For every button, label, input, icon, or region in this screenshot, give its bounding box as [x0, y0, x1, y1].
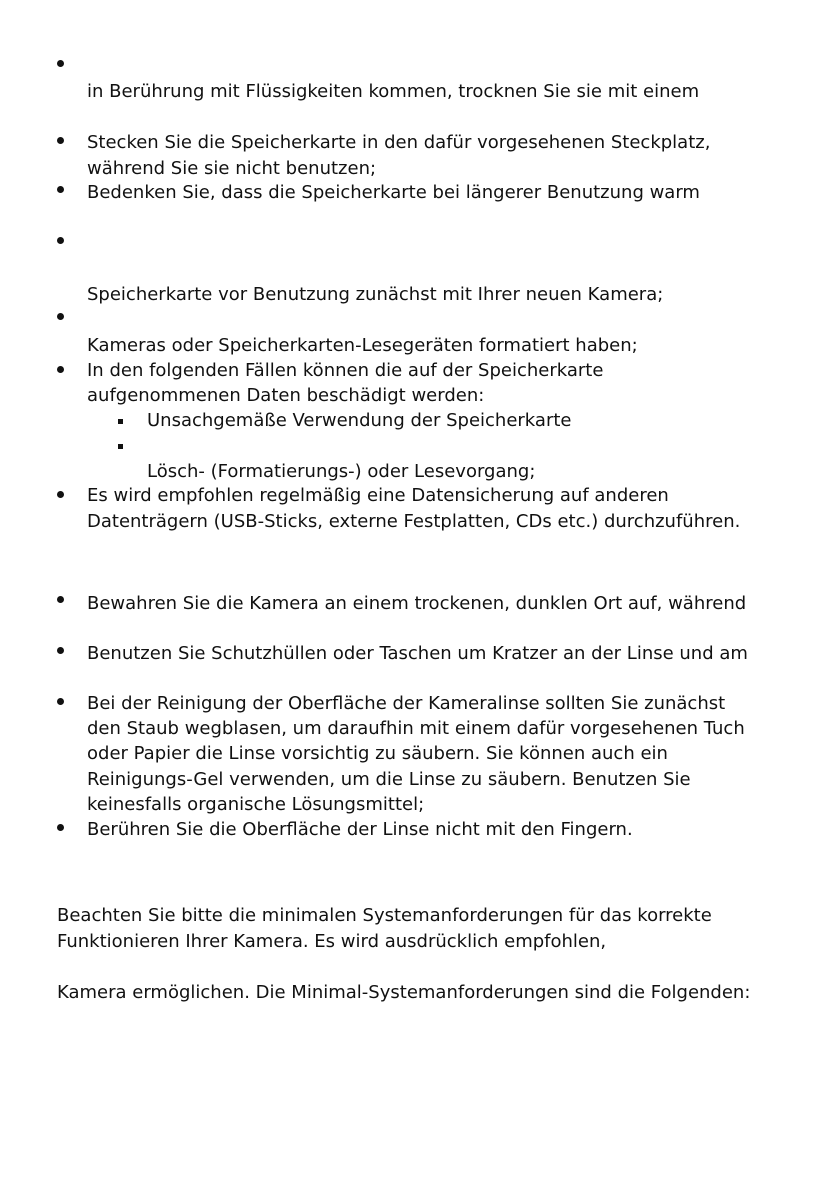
list-item-text: den Staub wegblasen, um daraufhin mit einem dafür vorgesehenen Tuch [87, 718, 745, 739]
list-item-text: Bedenken Sie, dass die Speicherkarte bei längerer Benutzung warm [87, 182, 700, 203]
bullet [57, 313, 64, 320]
sub-item-text: Lösch- (Formatierungs-) oder Lesevorgang; [147, 461, 536, 482]
paragraph-line: Funktionieren Ihrer Kamera. Es wird ausdrücklich empfohlen, [57, 931, 607, 952]
list-item-text: Benutzen Sie Schutzhüllen oder Taschen um Kratzer an der Linse und am [87, 643, 748, 664]
bullet [57, 366, 64, 373]
list-item-text: Bewahren Sie die Kamera an einem trockenen, dunklen Ort auf, während [87, 593, 747, 614]
bullet [57, 698, 64, 705]
list-item-text: Berühren Sie die Oberfläche der Linse nicht mit den Fingern. [87, 819, 633, 840]
list-item-text: In den folgenden Fällen können die auf der Speicherkarte [87, 360, 604, 381]
list-item-text: Reinigungs-Gel verwenden, um die Linse zu säubern. Benutzen Sie [87, 769, 691, 790]
list-item-text: keinesfalls organische Lösungsmittel; [87, 794, 425, 815]
list-item-text: aufgenommenen Daten beschädigt werden: [87, 385, 485, 406]
paragraph-line: Beachten Sie bitte die minimalen Systemanforderungen für das korrekte [57, 905, 712, 926]
bullet [57, 647, 64, 654]
bullet [57, 237, 64, 244]
list-item-text: Kameras oder Speicherkarten-Lesegeräten formatiert haben; [87, 335, 638, 356]
bullet [57, 596, 64, 603]
list-item-text: während Sie sie nicht benutzen; [87, 158, 377, 179]
bullet [57, 60, 64, 67]
sub-bullet [118, 444, 123, 449]
bullet [57, 137, 64, 144]
paragraph-line: Kamera ermöglichen. Die Minimal-Systemanforderungen sind die Folgenden: [57, 982, 751, 1003]
list-item-text: Datenträgern (USB-Sticks, externe Festplatten, CDs etc.) durchzuführen. [87, 511, 741, 532]
list-item-text: Speicherkarte vor Benutzung zunächst mit Ihrer neuen Kamera; [87, 284, 664, 305]
bullet [57, 186, 64, 193]
sub-item-text: Unsachgemäße Verwendung der Speicherkarte [147, 410, 572, 431]
list-item-text: Es wird empfohlen regelmäßig eine Datensicherung auf anderen [87, 485, 669, 506]
list-item-text: Bei der Reinigung der Oberfläche der Kameralinse sollten Sie zunächst [87, 693, 726, 714]
bullet [57, 824, 64, 831]
list-item-text: oder Papier die Linse vorsichtig zu säubern. Sie können auch ein [87, 743, 668, 764]
list-item-text: Stecken Sie die Speicherkarte in den dafür vorgesehenen Steckplatz, [87, 132, 711, 153]
list-item-text: in Berührung mit Flüssigkeiten kommen, trocknen Sie sie mit einem [87, 81, 700, 102]
bullet [57, 491, 64, 498]
sub-bullet [118, 419, 123, 424]
